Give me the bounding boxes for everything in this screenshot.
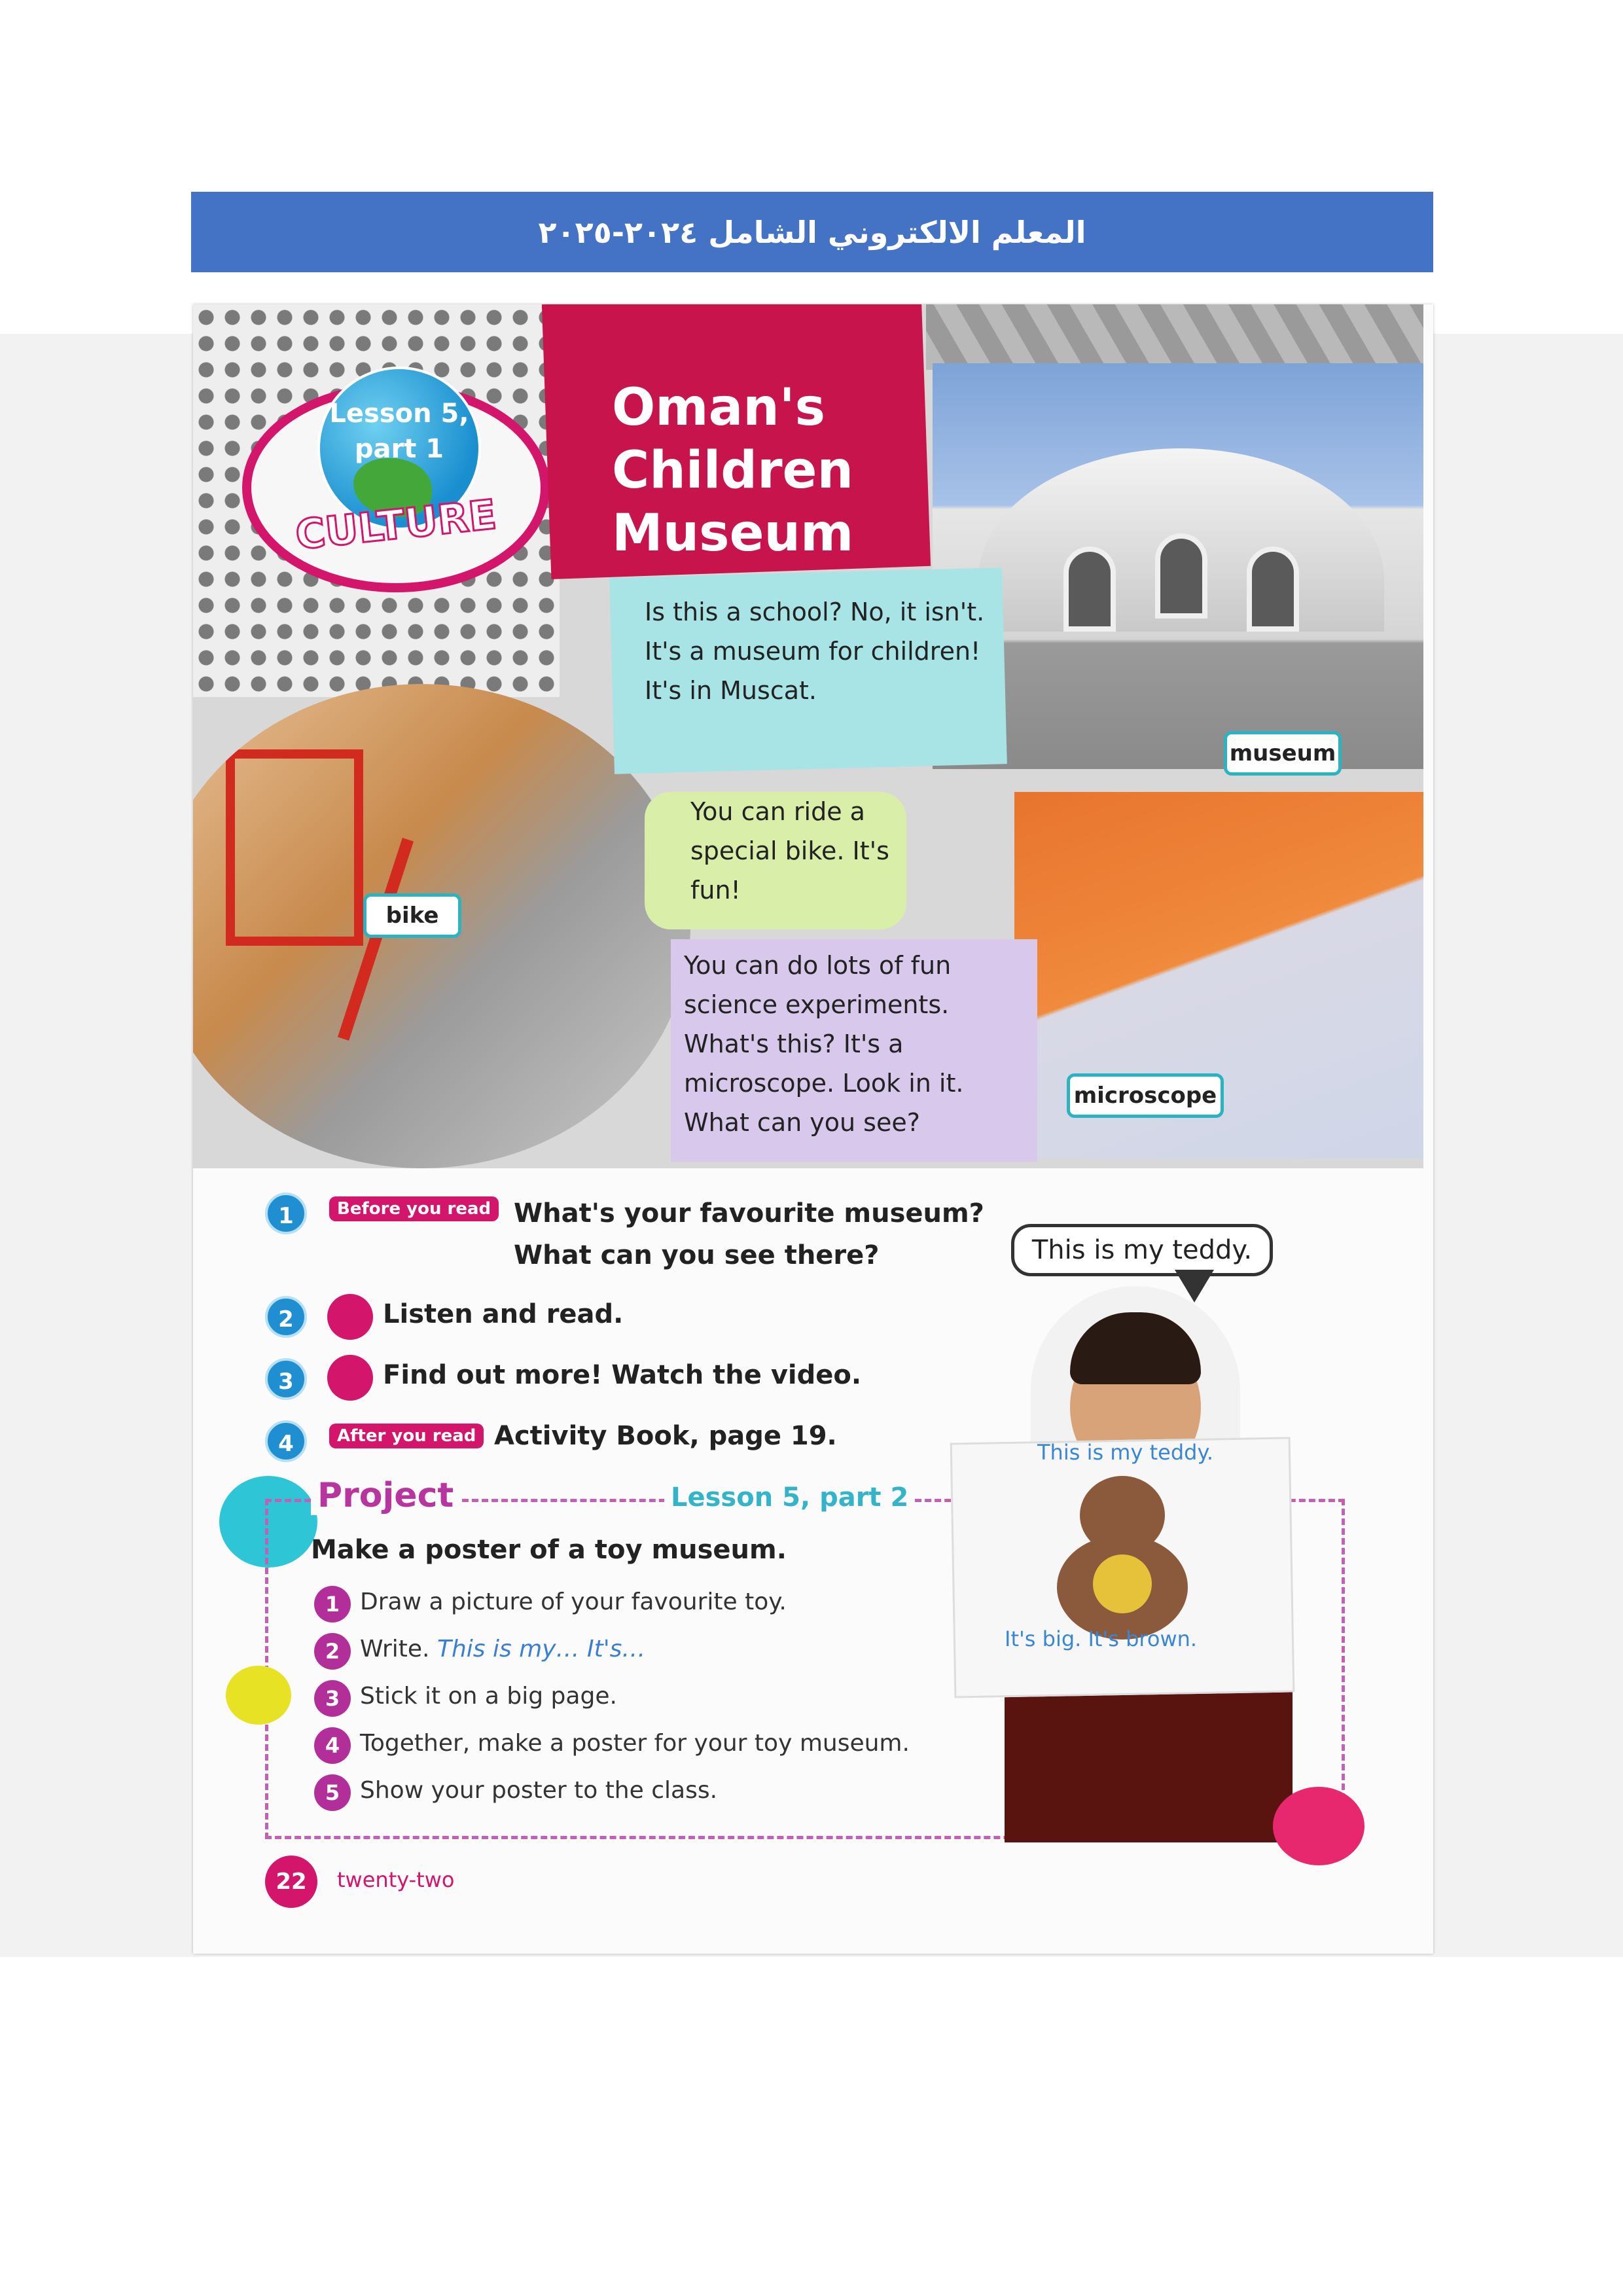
microscope-tag: microscope <box>1067 1073 1224 1118</box>
project-step-example: This is my… It's… <box>437 1636 646 1662</box>
photo-collage <box>193 304 1423 1168</box>
project-heading: Make a poster of a toy museum. <box>311 1535 787 1565</box>
poster-caption-top: This is my teddy. <box>1037 1440 1213 1465</box>
page-number: 22 <box>265 1856 317 1908</box>
step-number: 1 <box>314 1586 351 1623</box>
project-step-text: Write. <box>360 1636 430 1662</box>
museum-arch <box>1247 547 1299 632</box>
lesson-label: Lesson 5, part 1 <box>329 399 469 464</box>
step-number: 4 <box>314 1727 351 1764</box>
activity-number: 1 <box>265 1193 307 1234</box>
culture-label: CULTURE <box>293 490 499 559</box>
before-you-read-pill: Before you read <box>329 1196 499 1221</box>
project-title: Project <box>311 1476 460 1515</box>
bike-panel-text: You can ride a special bike. It's fun! <box>690 797 889 905</box>
activity-1-text: What's your favourite museum? What can you see there? <box>514 1198 984 1270</box>
project-step: Draw a picture of your favourite toy. <box>360 1588 787 1615</box>
project-step <box>360 1636 645 1662</box>
book-page <box>193 304 1433 1954</box>
activity-4-text: Activity Book, page 19. <box>494 1421 837 1451</box>
play-icon <box>327 1355 373 1401</box>
step-number: 2 <box>314 1633 351 1670</box>
headphones-icon <box>327 1294 373 1340</box>
museum-tag: museum <box>1224 731 1342 776</box>
museum-arch <box>1063 547 1116 632</box>
project-step: Stick it on a big page. <box>360 1683 617 1710</box>
banner-title: المعلم الالكتروني الشامل ٢٠٢٤-٢٠٢٥ <box>538 214 1086 250</box>
after-you-read-pill: After you read <box>329 1424 484 1448</box>
poster-caption-bottom: It's big. It's brown. <box>1005 1626 1198 1651</box>
activity-3-text: Find out more! Watch the video. <box>383 1360 862 1390</box>
step-number: 5 <box>314 1774 351 1811</box>
header-banner <box>191 192 1433 272</box>
pink-paint-splat <box>1273 1787 1364 1865</box>
science-panel-text: You can do lots of fun science experiments. What's this? It's a microscope. Look in it. What can you see? <box>684 951 964 1137</box>
project-step: Show your poster to the class. <box>360 1777 718 1804</box>
bike-frame <box>226 749 363 946</box>
page-title: Oman's Children Museum <box>612 378 854 563</box>
project-lesson-link[interactable]: Lesson 5, part 2 <box>664 1482 915 1513</box>
step-number: 3 <box>314 1680 351 1717</box>
activity-number: 3 <box>265 1358 307 1400</box>
activity-2-text: Listen and read. <box>383 1299 624 1329</box>
teddy-belly <box>1093 1554 1152 1613</box>
triangle-pattern <box>926 304 1423 370</box>
speech-bubble: This is my teddy. <box>1011 1224 1273 1276</box>
bike-tag: bike <box>363 893 461 938</box>
project-step: Together, make a poster for your toy museum. <box>360 1730 910 1757</box>
school-panel-text: Is this a school? No, it isn't. It's a museum for children! It's in Muscat. <box>645 598 985 705</box>
activity-number: 2 <box>265 1296 307 1338</box>
page-number-word: twenty-two <box>337 1867 455 1892</box>
museum-arch <box>1155 533 1207 619</box>
yellow-paint-splat <box>226 1666 291 1725</box>
activity-number: 4 <box>265 1420 307 1462</box>
